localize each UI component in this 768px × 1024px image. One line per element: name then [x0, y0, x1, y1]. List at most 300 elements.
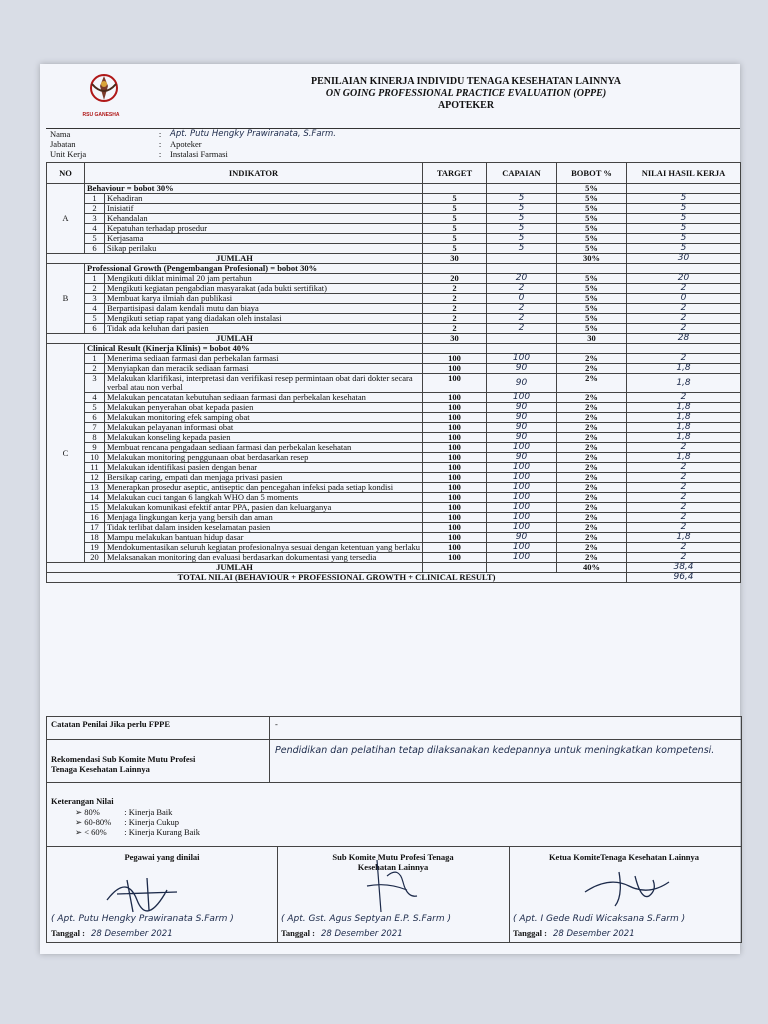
- info-colon: :: [158, 149, 162, 159]
- row-number: 4: [85, 224, 105, 234]
- row-bobot: 2%: [557, 364, 627, 374]
- row-capaian: 100: [487, 503, 557, 513]
- row-indikator: Kepatuhan terhadap prosedur: [105, 224, 423, 234]
- row-capaian: 5: [487, 194, 557, 204]
- row-bobot: 2%: [557, 354, 627, 364]
- row-capaian: 5: [487, 224, 557, 234]
- rekomendasi-label-line2: Tenaga Kesehatan Lainnya: [51, 764, 150, 774]
- signature-title: Sub Komite Mutu Profesi Tenaga Kesehatan Lainnya: [332, 852, 454, 872]
- row-indikator: Menerapkan prosedur aseptic, antiseptic dan pencegahan infeksi pada setiap kondisi: [105, 483, 423, 493]
- row-target: 100: [423, 533, 487, 543]
- row-number: 7: [85, 423, 105, 433]
- bullet-icon: ➢: [75, 807, 83, 817]
- row-nilai: 1,8: [627, 423, 741, 433]
- table-row: [47, 433, 741, 443]
- row-indikator: Menyiapkan dan meracik sediaan farmasi: [105, 364, 423, 374]
- col-header-no: NO: [47, 163, 85, 184]
- row-capaian: 5: [487, 214, 557, 224]
- info-value: Apoteker: [170, 139, 202, 149]
- jumlah-row: [47, 563, 741, 573]
- row-bobot: 2%: [557, 443, 627, 453]
- row-bobot: 5%: [557, 234, 627, 244]
- row-indikator: Melakukan klarifikasi, interpretasi dan verifikasi resep permintaan obat dari dokter secara verbal atau non verbal: [105, 374, 423, 393]
- table-header-row: [47, 163, 741, 184]
- row-target: 5: [423, 214, 487, 224]
- row-number: 20: [85, 553, 105, 563]
- row-bobot: 5%: [557, 214, 627, 224]
- keterangan-range: < 60%: [84, 827, 107, 837]
- jumlah-capaian-empty: [487, 254, 557, 264]
- row-target: 2: [423, 324, 487, 334]
- info-label: Nama: [50, 129, 71, 139]
- row-target: 5: [423, 224, 487, 234]
- jumlah-label: JUMLAH: [47, 254, 423, 264]
- employee-info: [46, 128, 740, 159]
- row-number: 5: [85, 403, 105, 413]
- table-row: [47, 453, 741, 463]
- info-value: Apt. Putu Hengky Prawiranata, S.Farm.: [170, 129, 336, 139]
- table-row: [47, 304, 741, 314]
- total-label: TOTAL NILAI (BEHAVIOUR + PROFESSIONAL GROWTH + CLINICAL RESULT): [47, 573, 627, 583]
- signature-scribble-icon: [97, 870, 187, 914]
- row-number: 3: [85, 294, 105, 304]
- table-row: [47, 503, 741, 513]
- row-number: 1: [85, 354, 105, 364]
- row-number: 5: [85, 314, 105, 324]
- row-bobot: 2%: [557, 463, 627, 473]
- row-target: 20: [423, 274, 487, 284]
- row-target: 5: [423, 204, 487, 214]
- row-capaian: 100: [487, 523, 557, 533]
- keterangan-item: [75, 827, 200, 837]
- row-bobot: 2%: [557, 543, 627, 553]
- row-target: 2: [423, 314, 487, 324]
- row-number: 13: [85, 483, 105, 493]
- signature-date: [281, 928, 505, 939]
- table-row: [47, 204, 741, 214]
- row-nilai: 2: [627, 463, 741, 473]
- row-nilai: 2: [627, 314, 741, 324]
- row-bobot: 5%: [557, 294, 627, 304]
- jumlah-nilai: 30: [627, 254, 741, 264]
- section-nilai-empty: [627, 184, 741, 194]
- row-number: 16: [85, 513, 105, 523]
- section-capaian-empty: [487, 184, 557, 194]
- row-indikator: Mengikuti kegiatan pengabdian masyarakat (ada bukti sertifikat): [105, 284, 423, 294]
- section-nilai-empty: [627, 344, 741, 354]
- table-row: [47, 294, 741, 304]
- row-target: 100: [423, 354, 487, 364]
- row-capaian: 0: [487, 294, 557, 304]
- row-capaian: 90: [487, 403, 557, 413]
- row-nilai: 1,8: [627, 403, 741, 413]
- row-number: 15: [85, 503, 105, 513]
- table-row: [47, 284, 741, 294]
- table-row: [47, 194, 741, 204]
- keterangan-item: [75, 817, 200, 827]
- row-target: 100: [423, 543, 487, 553]
- row-number: 4: [85, 393, 105, 403]
- form-subtitle: ON GOING PROFESSIONAL PRACTICE EVALUATION (OPPE): [325, 88, 607, 99]
- jumlah-capaian-empty: [487, 563, 557, 573]
- row-nilai: 2: [627, 284, 741, 294]
- row-number: 6: [85, 244, 105, 254]
- form-title: PENILAIAN KINERJA INDIVIDU TENAGA KESEHATAN LAINNYA: [311, 76, 621, 87]
- row-number: 2: [85, 284, 105, 294]
- row-target: 100: [423, 443, 487, 453]
- signature-scribble-icon: [347, 856, 437, 916]
- table-row: [47, 473, 741, 483]
- info-colon: :: [158, 139, 162, 149]
- rekomendasi-label-line1: Rekomendasi Sub Komite Mutu Profesi: [51, 754, 196, 764]
- rekomendasi-section: [46, 738, 742, 783]
- total-row: [47, 573, 741, 583]
- table-row: [47, 314, 741, 324]
- keterangan-list: [75, 807, 200, 837]
- total-nilai: 96,4: [627, 573, 741, 583]
- row-indikator: Kerjasama: [105, 234, 423, 244]
- row-capaian: 100: [487, 513, 557, 523]
- col-header-bobot: BOBOT %: [557, 163, 627, 184]
- row-target: 5: [423, 244, 487, 254]
- row-nilai: 2: [627, 483, 741, 493]
- signature-pegawai: [47, 846, 278, 942]
- row-nilai: 5: [627, 234, 741, 244]
- date-label: Tanggal :: [281, 928, 315, 938]
- row-nilai: 2: [627, 443, 741, 453]
- row-indikator: Kehadiran: [105, 194, 423, 204]
- signature-title: Pegawai yang dinilai: [124, 852, 200, 862]
- date-value: 28 Desember 2021: [552, 929, 635, 939]
- form-header: [46, 68, 734, 128]
- row-bobot: 2%: [557, 433, 627, 443]
- jumlah-target: 30: [423, 334, 487, 344]
- table-row: [47, 374, 741, 393]
- section-letter: B: [47, 264, 85, 334]
- row-indikator: Mampu melakukan bantuan hidup dasar: [105, 533, 423, 543]
- section-target-empty: [423, 344, 487, 354]
- row-number: 3: [85, 214, 105, 224]
- bullet-icon: ➢: [75, 827, 83, 837]
- logo-caption: RSU GANESHA: [82, 112, 120, 118]
- info-row-nama: [46, 129, 740, 139]
- col-header-nilai: NILAI HASIL KERJA: [627, 163, 741, 184]
- date-label: Tanggal :: [51, 928, 85, 938]
- row-nilai: 2: [627, 503, 741, 513]
- row-indikator: Tidak terlibat dalam insiden keselamatan pasien: [105, 523, 423, 533]
- row-capaian: 20: [487, 274, 557, 284]
- date-value: 28 Desember 2021: [320, 929, 403, 939]
- row-number: 6: [85, 413, 105, 423]
- row-bobot: 5%: [557, 284, 627, 294]
- row-nilai: 2: [627, 304, 741, 314]
- row-nilai: 1,8: [627, 533, 741, 543]
- jumlah-bobot: 30: [557, 334, 627, 344]
- row-capaian: 2: [487, 304, 557, 314]
- row-indikator: Mengikuti diklat minimal 20 jam pertahun: [105, 274, 423, 284]
- row-bobot: 2%: [557, 453, 627, 463]
- date-value: 28 Desember 2021: [90, 929, 173, 939]
- row-capaian: 90: [487, 374, 557, 393]
- rekomendasi-value: Pendidikan dan pelatihan tetap dilaksanakan kedepannya untuk meningkatkan kompetensi.: [275, 745, 715, 756]
- table-row: [47, 354, 741, 364]
- section-capaian-empty: [487, 264, 557, 274]
- row-nilai: 1,8: [627, 413, 741, 423]
- row-nilai: 1,8: [627, 433, 741, 443]
- row-indikator: Kehandalan: [105, 214, 423, 224]
- row-indikator: Sikap perilaku: [105, 244, 423, 254]
- row-bobot: 2%: [557, 553, 627, 563]
- info-label: Jabatan: [50, 139, 76, 149]
- table-row: [47, 553, 741, 563]
- signature-date: [51, 928, 273, 939]
- row-nilai: 5: [627, 224, 741, 234]
- row-number: 12: [85, 473, 105, 483]
- row-number: 1: [85, 194, 105, 204]
- section-title-row: [47, 184, 741, 194]
- row-target: 100: [423, 403, 487, 413]
- row-nilai: 2: [627, 513, 741, 523]
- jumlah-bobot: 40%: [557, 563, 627, 573]
- row-number: 2: [85, 204, 105, 214]
- row-number: 11: [85, 463, 105, 473]
- section-title-row: [47, 264, 741, 274]
- row-target: 100: [423, 453, 487, 463]
- row-capaian: 2: [487, 284, 557, 294]
- row-target: 2: [423, 304, 487, 314]
- row-target: 2: [423, 284, 487, 294]
- row-capaian: 100: [487, 493, 557, 503]
- signature-date: [513, 928, 735, 939]
- row-bobot: 2%: [557, 393, 627, 403]
- jumlah-label: JUMLAH: [47, 334, 423, 344]
- table-row: [47, 483, 741, 493]
- row-nilai: 5: [627, 244, 741, 254]
- row-capaian: 100: [487, 473, 557, 483]
- table-row: [47, 463, 741, 473]
- signature-name: ( Apt. Gst. Agus Septyan E.P. S.Farm ): [281, 914, 451, 924]
- section-title: Professional Growth (Pengembangan Profesional) = bobot 30%: [85, 264, 423, 274]
- col-header-capaian: CAPAIAN: [487, 163, 557, 184]
- row-number: 2: [85, 364, 105, 374]
- row-indikator: Membuat rencana pengadaan sediaan farmasi dan perbekalan kesehatan: [105, 443, 423, 453]
- row-indikator: Berpartisipasi dalam kendali mutu dan biaya: [105, 304, 423, 314]
- row-nilai: 2: [627, 523, 741, 533]
- row-target: 100: [423, 553, 487, 563]
- row-capaian: 5: [487, 234, 557, 244]
- keterangan-range: 80%: [84, 807, 100, 817]
- section-title: Clinical Result (Kinerja Klinis) = bobot 40%: [85, 344, 423, 354]
- info-colon: :: [158, 129, 162, 139]
- keterangan-desc: : Kinerja Cukup: [124, 817, 180, 827]
- row-nilai: 5: [627, 204, 741, 214]
- row-indikator: Melakukan konseling kepada pasien: [105, 433, 423, 443]
- table-row: [47, 523, 741, 533]
- date-label: Tanggal :: [513, 928, 547, 938]
- bullet-icon: ➢: [75, 817, 83, 827]
- row-nilai: 2: [627, 324, 741, 334]
- row-bobot: 5%: [557, 194, 627, 204]
- row-indikator: Melaksanakan monitoring dan evaluasi berdasarkan dokumentasi yang tersedia: [105, 553, 423, 563]
- section-nilai-empty: [627, 264, 741, 274]
- row-number: 4: [85, 304, 105, 314]
- row-indikator: Bersikap caring, empati dan menjaga privasi pasien: [105, 473, 423, 483]
- jumlah-target: 30: [423, 254, 487, 264]
- table-row: [47, 324, 741, 334]
- row-capaian: 100: [487, 443, 557, 453]
- table-row: [47, 214, 741, 224]
- catatan-divider: [269, 717, 270, 739]
- evaluation-form-page: [40, 64, 740, 954]
- keterangan-section: [46, 782, 742, 847]
- signature-name: ( Apt. Putu Hengky Prawiranata S.Farm ): [51, 914, 234, 924]
- row-capaian: 5: [487, 244, 557, 254]
- row-capaian: 90: [487, 453, 557, 463]
- row-capaian: 2: [487, 314, 557, 324]
- section-bobot: 5%: [557, 184, 627, 194]
- jumlah-row: [47, 334, 741, 344]
- row-indikator: Melakukan cuci tangan 6 langkah WHO dan 5 moments: [105, 493, 423, 503]
- row-target: 100: [423, 523, 487, 533]
- row-indikator: Menerima sediaan farmasi dan perbekalan farmasi: [105, 354, 423, 364]
- keterangan-title: Keterangan Nilai: [51, 796, 114, 806]
- table-row: [47, 413, 741, 423]
- section-target-empty: [423, 184, 487, 194]
- row-target: 100: [423, 513, 487, 523]
- row-number: 14: [85, 493, 105, 503]
- section-letter: C: [47, 344, 85, 563]
- keterangan-item: [75, 807, 200, 817]
- row-capaian: 100: [487, 393, 557, 403]
- row-target: 100: [423, 463, 487, 473]
- table-row: [47, 224, 741, 234]
- catatan-section: [46, 716, 742, 740]
- row-capaian: 2: [487, 324, 557, 334]
- row-bobot: 2%: [557, 503, 627, 513]
- row-nilai: 2: [627, 543, 741, 553]
- row-bobot: 2%: [557, 483, 627, 493]
- row-number: 18: [85, 533, 105, 543]
- row-indikator: Menjaga lingkungan kerja yang bersih dan aman: [105, 513, 423, 523]
- table-row: [47, 234, 741, 244]
- keterangan-range: 60-80%: [84, 817, 112, 827]
- row-indikator: Inisiatif: [105, 204, 423, 214]
- row-bobot: 2%: [557, 413, 627, 423]
- row-number: 3: [85, 374, 105, 393]
- jumlah-nilai: 38,4: [627, 563, 741, 573]
- row-target: 100: [423, 364, 487, 374]
- row-nilai: 2: [627, 473, 741, 483]
- row-bobot: 5%: [557, 324, 627, 334]
- row-indikator: Mendokumentasikan seluruh kegiatan profesionalnya sesuai dengan ketentuan yang berlaku: [105, 543, 423, 553]
- row-bobot: 2%: [557, 423, 627, 433]
- row-indikator: Melakukan pelayanan informasi obat: [105, 423, 423, 433]
- info-value: Instalasi Farmasi: [170, 149, 228, 159]
- row-bobot: 5%: [557, 304, 627, 314]
- signature-scribble-icon: [579, 866, 679, 910]
- row-capaian: 100: [487, 463, 557, 473]
- row-target: 5: [423, 194, 487, 204]
- section-title: Behaviour = bobot 30%: [85, 184, 423, 194]
- row-nilai: 2: [627, 354, 741, 364]
- col-header-target: TARGET: [423, 163, 487, 184]
- catatan-label: Catatan Penilai Jika perlu FPPE: [51, 719, 170, 729]
- row-indikator: Mengikuti setiap rapat yang diadakan oleh instalasi: [105, 314, 423, 324]
- row-nilai: 1,8: [627, 374, 741, 393]
- section-capaian-empty: [487, 344, 557, 354]
- row-number: 8: [85, 433, 105, 443]
- row-target: 100: [423, 374, 487, 393]
- section-bobot: [557, 344, 627, 354]
- row-bobot: 2%: [557, 493, 627, 503]
- signature-title: Ketua KomiteTenaga Kesehatan Lainnya: [548, 852, 700, 862]
- row-number: 19: [85, 543, 105, 553]
- keterangan-desc: : Kinerja Kurang Baik: [124, 827, 201, 837]
- table-row: [47, 244, 741, 254]
- row-indikator: Melakukan pencatatan kebutuhan sediaan farmasi dan perbekalan kesehatan: [105, 393, 423, 403]
- row-bobot: 2%: [557, 374, 627, 393]
- row-indikator: Melakukan identifikasi pasien dengan benar: [105, 463, 423, 473]
- row-target: 100: [423, 413, 487, 423]
- row-target: 100: [423, 493, 487, 503]
- row-nilai: 2: [627, 393, 741, 403]
- row-bobot: 2%: [557, 533, 627, 543]
- row-capaian: 100: [487, 354, 557, 364]
- jumlah-capaian-empty: [487, 334, 557, 344]
- row-bobot: 2%: [557, 513, 627, 523]
- jumlah-label: JUMLAH: [47, 563, 423, 573]
- signature-ketua: [509, 846, 739, 942]
- row-bobot: 2%: [557, 403, 627, 413]
- form-title-block: [246, 76, 686, 112]
- col-header-indikator: INDIKATOR: [85, 163, 423, 184]
- row-capaian: 90: [487, 423, 557, 433]
- row-nilai: 1,8: [627, 453, 741, 463]
- row-target: 100: [423, 423, 487, 433]
- row-number: 9: [85, 443, 105, 453]
- row-nilai: 5: [627, 214, 741, 224]
- row-target: 100: [423, 473, 487, 483]
- row-number: 10: [85, 453, 105, 463]
- row-target: 2: [423, 294, 487, 304]
- table-row: [47, 364, 741, 374]
- row-capaian: 90: [487, 533, 557, 543]
- row-bobot: 2%: [557, 523, 627, 533]
- row-indikator: Melakukan komunikasi efektif antar PPA, pasien dan keluarganya: [105, 503, 423, 513]
- row-nilai: 2: [627, 493, 741, 503]
- table-row: [47, 513, 741, 523]
- row-capaian: 100: [487, 483, 557, 493]
- evaluation-table: [46, 162, 741, 583]
- row-number: 5: [85, 234, 105, 244]
- catatan-value: -: [275, 719, 278, 729]
- section-letter: A: [47, 184, 85, 254]
- table-body: [47, 184, 741, 583]
- rekomendasi-label: [51, 754, 267, 774]
- jumlah-target: [423, 563, 487, 573]
- table-row: [47, 493, 741, 503]
- section-target-empty: [423, 264, 487, 274]
- row-number: 1: [85, 274, 105, 284]
- info-label: Unit Kerja: [50, 149, 87, 159]
- row-capaian: 90: [487, 433, 557, 443]
- rekomendasi-divider: [269, 738, 270, 782]
- row-indikator: Melakukan monitoring penggunaan obat berdasarkan resep: [105, 453, 423, 463]
- row-capaian: 90: [487, 413, 557, 423]
- row-number: 17: [85, 523, 105, 533]
- row-indikator: Tidak ada keluhan dari pasien: [105, 324, 423, 334]
- table-row: [47, 274, 741, 284]
